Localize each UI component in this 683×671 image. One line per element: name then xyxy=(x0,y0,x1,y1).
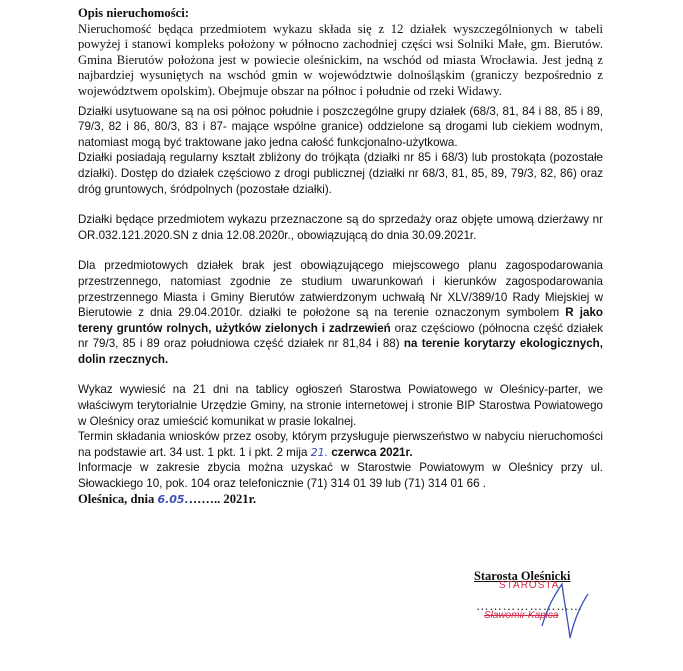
stamp-starosta: STAROSTA xyxy=(499,580,560,591)
zoning-text-a: Dla przedmiotowych działek brak jest obowiązującego miejscowego planu zagospodarowania przestrzennego, natomiast zgodnie ze studium uwarunkowań i kierunków zagospodarowania przestrzennego Miasta i Gminy Bierutów zatwierdzonym uchwałą Nr XLV/389/10 Rady Miejskiej w Bierutowie z dnia 29.04.2010r. działki te położone są na terenie oznaczonym symbolem xyxy=(78,259,603,320)
date-suffix: …….. 2021r. xyxy=(188,491,257,506)
document-body xyxy=(78,6,603,507)
signature-title: Starosta Oleśnicki xyxy=(474,569,571,583)
paragraph-zoning xyxy=(78,258,603,367)
paragraph-posting: Wykaz wywiesić na 21 dni na tablicy ogłoszeń Starostwa Powiatowego w Oleśnicy-parter, we właściwym terytorialnie Urzędzie Gminy, na stronie internetowej i stronie BIP Starostwa Powiatowego w Oleśnicy oraz umieścić komunikat w prasie lokalnej. xyxy=(78,383,603,428)
paragraph-description: Nieruchomość będąca przedmiotem wykazu składa się z 12 działek wyszczególnionych w tabeli powyżej i stanowi kompleks położony w północno zachodniej części wsi Solniki Małe, gm. Bierutów. Gmina Bierutów położona jest w powiecie oleśnickim, na wschód od miasta Wrocławia. Jest jedną z najbardziej wysuniętych na wschód gmin w województwie dolnośląskim (graniczy bezpośrednio z województwem opolskim). Obejmuje obszar na północ i południe od rzeki Widawy. xyxy=(78,21,603,98)
paragraph-deadline xyxy=(78,429,603,460)
zoning-text-c: oraz częściowo (północna część działek nr 79/3, 85 i 89 oraz południowa część działek nr 81,84 i 88) xyxy=(78,321,603,351)
date-handwritten: 6.05. xyxy=(157,492,189,506)
stamp-name: Sławomir Kapica xyxy=(484,610,559,621)
deadline-handwritten-day: 21. xyxy=(310,445,329,459)
date-line xyxy=(78,492,603,508)
zoning-symbol-r: R jako tereny gruntów rolnych, użytków zielonych i zadrzewień xyxy=(78,306,603,335)
signature-block xyxy=(474,568,614,621)
paragraph-contact: Informacje w zakresie zbycia można uzyskać w Starostwie Powiatowym w Oleśnicy przy ul. Słowackiego 10, pok. 104 oraz telefonicznie (71) 314 01 39 lub (71) 314 01 66 . xyxy=(78,461,603,491)
zoning-corridors: na terenie korytarzy ekologicznych, dolin rzecznych. xyxy=(78,337,603,366)
section-heading: Opis nieruchomości: xyxy=(78,6,189,20)
date-prefix: Oleśnica, dnia xyxy=(78,491,158,506)
handwritten-signature-icon xyxy=(534,576,594,646)
deadline-text: Termin składania wniosków przez osoby, którym przysługuje pierwszeństwo w nabyciu nieruchomości na podstawie art. 34 ust. 1 pkt. 1 i pkt. 2 mija xyxy=(78,430,603,459)
deadline-date: czerwca 2021r. xyxy=(328,445,413,459)
signature-dots: …………………… xyxy=(476,599,584,613)
paragraph-lease: Działki będące przedmiotem wykazu przeznaczone są do sprzedaży oraz objęte umową dzierżawy nr OR.032.121.2020.SN z dnia 12.08.2020r., obowiązującą do dnia 30.09.2021r. xyxy=(78,213,603,242)
paragraph-shape: Działki posiadają regularny kształt zbliżony do trójkąta (działki nr 85 i 68/3) lub prostokąta (pozostałe działki). Dostęp do działek częściowo z drogi publicznej (działki nr 68/3, 81, 85, 89, 79/3, 82, 86) oraz dróg gruntowych, śródpolnych (pozostałe działki). xyxy=(78,151,603,196)
paragraph-layout: Działki usytuowane są na osi północ południe i poszczególne grupy działek (68/3, 81, 84 i 88, 85 i 89, 79/3, 82 i 86, 80/3, 83 i 87- mające wspólne granice) oddzielone są drogami lub ciekiem wodnym, natomiast mogą być traktowane jako jedna całość funkcjonalno-użytkowa. xyxy=(78,104,603,149)
